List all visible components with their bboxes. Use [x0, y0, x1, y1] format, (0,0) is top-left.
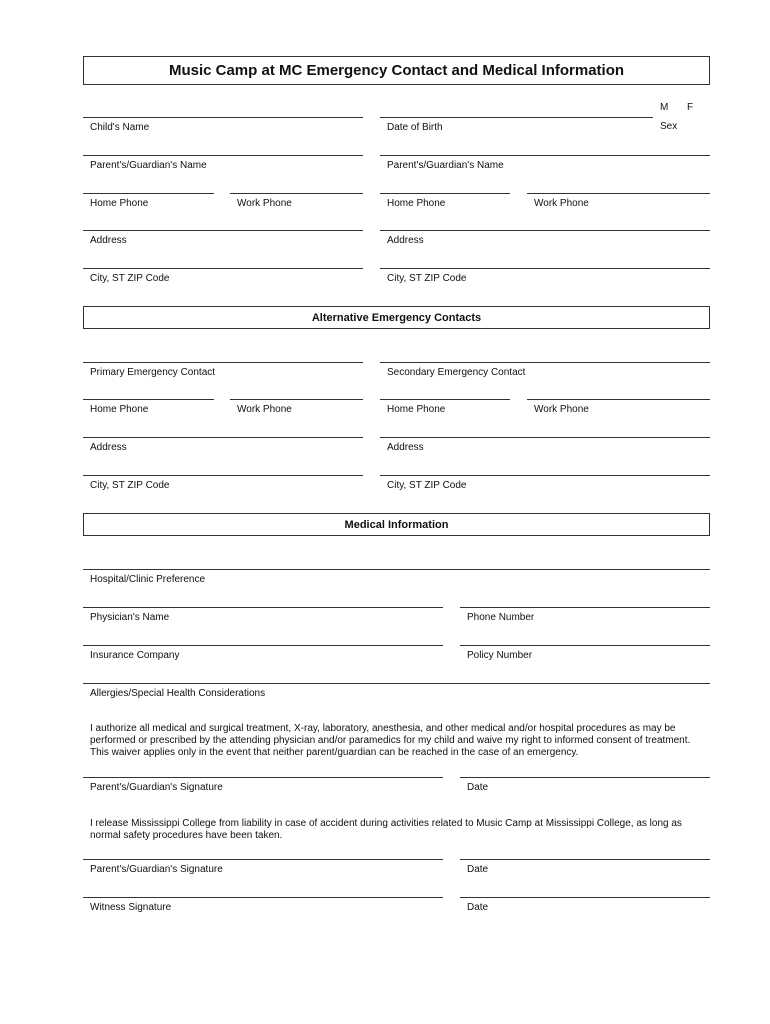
sex-label: Sex — [660, 121, 678, 132]
work-phone-label: Work Phone — [237, 198, 292, 209]
home-phone-label: Home Phone — [387, 198, 446, 209]
address-label: Address — [90, 442, 127, 453]
parent-signature-label: Parent's/Guardian's Signature — [90, 864, 223, 875]
form-title: Music Camp at MC Emergency Contact and Medical Information — [83, 56, 710, 85]
sex-m-option[interactable]: M — [660, 102, 669, 113]
home-phone-label: Home Phone — [387, 404, 446, 415]
physician-name-label: Physician's Name — [90, 612, 170, 623]
city-st-zip-label: City, ST ZIP Code — [387, 273, 467, 284]
sex-f-option[interactable]: F — [687, 102, 694, 113]
city-st-zip-label: City, ST ZIP Code — [90, 273, 170, 284]
parent-name-label-1: Parent's/Guardian's Name — [90, 160, 207, 171]
home-phone-label: Home Phone — [90, 404, 149, 415]
home-phone-label: Home Phone — [90, 198, 149, 209]
phone-number-label: Phone Number — [467, 612, 535, 623]
work-phone-label: Work Phone — [534, 198, 589, 209]
primary-contact-label: Primary Emergency Contact — [90, 367, 216, 378]
medical-info-heading: Medical Information — [83, 513, 710, 536]
date-of-birth-label: Date of Birth — [387, 122, 443, 133]
authorization-text: I authorize all medical and surgical treatment, X-ray, laboratory, anesthesia, and other medical and/or hospital procedures as may be performed or prescribed by the attending physician and/or paramedics for my child and waive my right to informed consent of treatment. This waiver applies only in the event that neither parent/guardian can be reached in the case of an emergency. — [90, 723, 691, 758]
date-label: Date — [467, 864, 489, 875]
address-label: Address — [90, 235, 127, 246]
child-name-label: Child's Name — [90, 122, 150, 133]
release-text: I release Mississippi College from liability in case of accident during activities related to Music Camp at Mississippi College, as long as normal safety procedures have been taken. — [90, 818, 682, 841]
secondary-contact-label: Secondary Emergency Contact — [387, 367, 526, 378]
parent-name-label-2: Parent's/Guardian's Name — [387, 160, 504, 171]
witness-signature-label: Witness Signature — [90, 902, 172, 913]
allergies-label: Allergies/Special Health Considerations — [90, 688, 266, 699]
address-label: Address — [387, 235, 424, 246]
policy-number-label: Policy Number — [467, 650, 533, 661]
address-label: Address — [387, 442, 424, 453]
date-label: Date — [467, 782, 489, 793]
work-phone-label: Work Phone — [534, 404, 589, 415]
work-phone-label: Work Phone — [237, 404, 292, 415]
city-st-zip-label: City, ST ZIP Code — [387, 480, 467, 491]
parent-signature-label: Parent's/Guardian's Signature — [90, 782, 223, 793]
alt-contacts-heading: Alternative Emergency Contacts — [83, 306, 710, 329]
insurance-company-label: Insurance Company — [90, 650, 180, 661]
date-label: Date — [467, 902, 489, 913]
city-st-zip-label: City, ST ZIP Code — [90, 480, 170, 491]
hospital-pref-label: Hospital/Clinic Preference — [90, 574, 206, 585]
